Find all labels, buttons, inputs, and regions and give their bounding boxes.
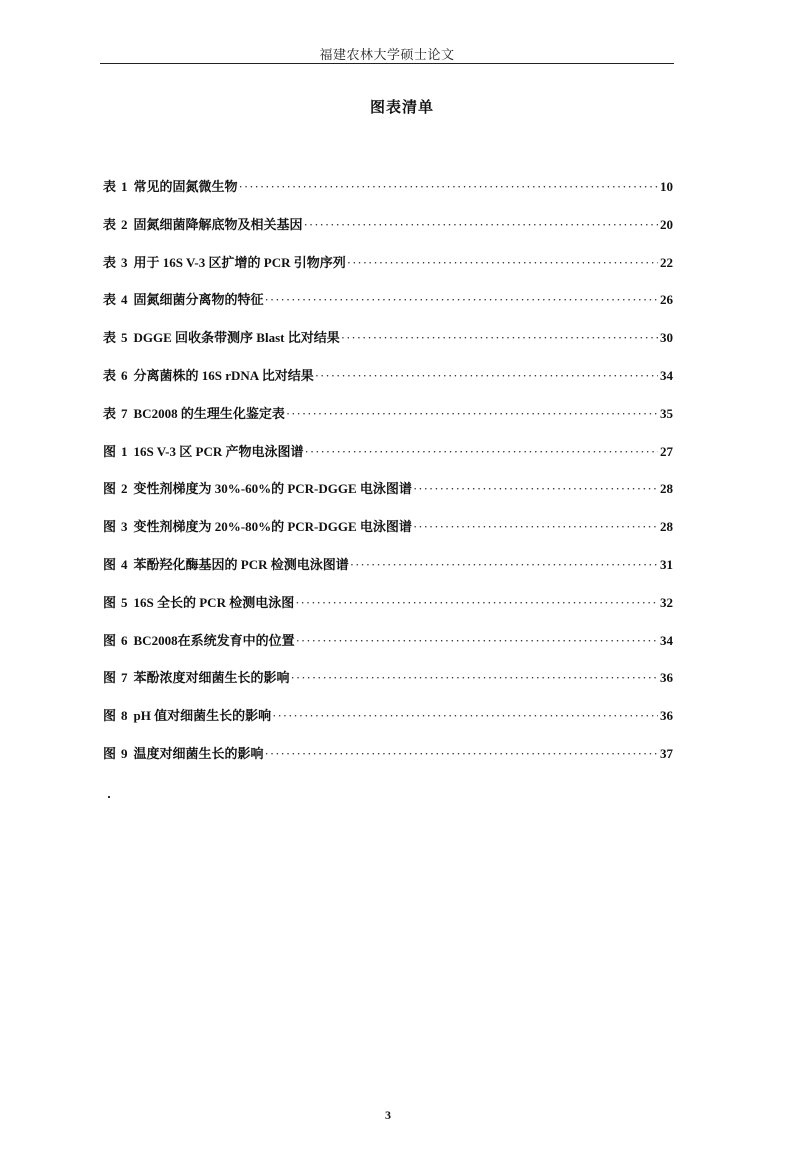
dot-leader <box>265 746 658 762</box>
toc-entry-label: 表 1 常见的固氮微生物 <box>103 179 238 194</box>
toc-entry-label: 图 6 BC2008在系统发育中的位置 <box>103 632 295 648</box>
toc-entry-label: 图 5 16S 全长的 PCR 检测电泳图 <box>103 594 295 610</box>
dot-leader <box>347 255 658 271</box>
toc-entry-figure-7[interactable] <box>103 667 673 705</box>
dot-leader <box>265 292 658 308</box>
toc-entry-figure-5[interactable] <box>103 592 673 630</box>
toc-entry-figure-1[interactable] <box>103 441 673 479</box>
toc-entry-page: 26 <box>660 292 673 308</box>
dot-leader <box>286 406 658 422</box>
dot-leader <box>291 670 658 686</box>
toc-entry-page: 20 <box>660 216 673 232</box>
toc-entry-table-4[interactable] <box>103 289 673 327</box>
toc-entry-label: 图 8 pH 值对细菌生长的影响 <box>103 708 272 724</box>
toc-entry-label: 表 2 固氮细菌降解底物及相关基因 <box>103 216 303 232</box>
dot-leader <box>295 595 658 611</box>
toc-entry-page: 30 <box>660 330 673 346</box>
toc-entry-page: 35 <box>660 405 673 421</box>
toc-entry-page: 34 <box>660 632 673 648</box>
dot-leader <box>413 481 658 497</box>
toc-entry-page: 32 <box>660 594 673 610</box>
toc-entry-table-7[interactable] <box>103 403 673 441</box>
toc-entry-label: 图 7 苯酚浓度对细菌生长的影响 <box>103 670 290 686</box>
toc-entry-label: 图 3 变性剂梯度为 20%-80%的 PCR-DGGE 电泳图谱 <box>103 519 412 535</box>
toc-entry-page: 36 <box>660 670 673 686</box>
toc-entry-table-5[interactable] <box>103 327 673 365</box>
dot-leader <box>272 708 658 724</box>
toc-entry-label: 图 9 温度对细菌生长的影响 <box>103 745 264 761</box>
toc-entry-page: 28 <box>660 481 673 497</box>
dot-leader <box>350 557 658 573</box>
toc-entry-page: 31 <box>660 556 673 572</box>
header-rule <box>100 63 674 64</box>
toc-entry-label: 表 5 DGGE 回收条带测序 Blast 比对结果 <box>103 330 340 346</box>
dot-leader <box>296 633 658 649</box>
toc-entry-label: 表 3 用于 16S V-3 区扩增的 PCR 引物序列 <box>103 254 346 270</box>
toc-entry-table-6[interactable] <box>103 365 673 403</box>
toc-entry-page: 22 <box>660 254 673 270</box>
toc-entry-label: 表 4 固氮细菌分离物的特征 <box>103 292 264 308</box>
toc-entry-page: 27 <box>660 443 673 459</box>
toc-entry-page: 34 <box>660 367 673 383</box>
toc-entry-label: 表 6 分离菌株的 16S rDNA 比对结果 <box>103 367 314 383</box>
toc-entry-table-1[interactable] <box>103 176 673 214</box>
page-number: 3 <box>385 1108 391 1122</box>
toc-entry-table-2[interactable] <box>103 214 673 252</box>
toc-entry-label: 图 2 变性剂梯度为 30%-60%的 PCR-DGGE 电泳图谱 <box>103 481 412 497</box>
toc-entry-label: 图 4 苯酚羟化酶基因的 PCR 检测电泳图谱 <box>103 556 349 572</box>
dot-leader <box>239 179 658 195</box>
toc-entry-figure-4[interactable] <box>103 554 673 592</box>
toc-entry-figure-2[interactable] <box>103 478 673 516</box>
toc-entry-figure-6[interactable] <box>103 630 673 668</box>
toc-entry-label: 图 1 16S V-3 区 PCR 产物电泳图谱 <box>103 443 304 459</box>
toc-entry-page: 10 <box>660 179 673 194</box>
toc-entry-label: 表 7 BC2008 的生理生化鉴定表 <box>103 405 285 421</box>
toc-entry-figure-3[interactable] <box>103 516 673 554</box>
toc-entry-figure-9[interactable] <box>103 743 673 781</box>
toc-entry-figure-8[interactable] <box>103 705 673 743</box>
dot-leader <box>304 444 658 460</box>
dot-leader <box>304 217 658 233</box>
dot-leader <box>413 519 658 535</box>
toc-entry-table-3[interactable] <box>103 252 673 290</box>
page-title: 图表清单 <box>369 100 434 116</box>
toc-entry-page: 36 <box>660 708 673 724</box>
scan-artifact-dot <box>108 796 110 798</box>
dot-leader <box>315 368 658 384</box>
toc-entry-page: 28 <box>660 519 673 535</box>
toc-entry-page: 37 <box>660 745 673 761</box>
running-header: 福建农林大学硕士论文 <box>319 47 455 62</box>
dot-leader <box>341 330 658 346</box>
table-of-figures-and-tables <box>103 176 673 781</box>
